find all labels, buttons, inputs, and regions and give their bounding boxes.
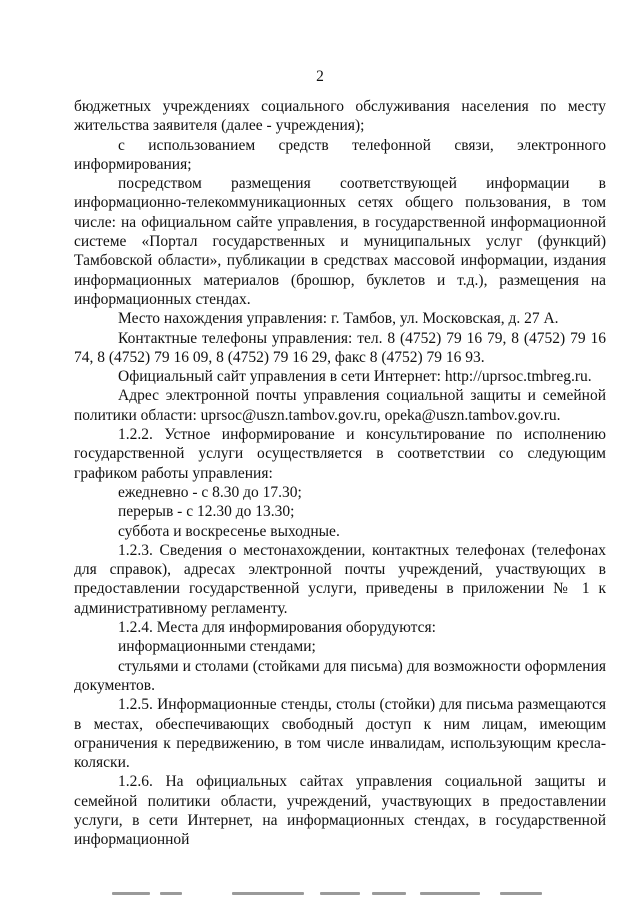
paragraph-3: посредством размещения соответствующей информации в информационно-телекоммуникационных сетях общего пользования, в том числе: на официальном сайте управления, в государственной информационной системе «Портал государственных и муниципальных услуг (функций) Тамбовской области», публикации в средствах массовой информации, издания информационных материалов (брошюр, буклетов и т.д.), размещения на информационных стендах.: [74, 175, 606, 308]
paragraph-12: 1.2.3. Сведения о местонахождении, контактных телефонах (телефонах для справок), адресах электронной почты учреждений, участвующих в предоставлении государственной услуги, приведены в приложении № 1 к административному регламенту.: [74, 541, 606, 617]
paragraph-15: стульями и столами (стойками для письма) для возможности оформления документов.: [74, 657, 606, 694]
paragraph-2: с использованием средств телефонной связи, электронного информирования;: [74, 136, 606, 173]
document-body: [74, 97, 606, 850]
paragraph-5: Контактные телефоны управления: тел. 8 (4752) 79 16 79, 8 (4752) 79 16 74, 8 (4752) 79 16 09, 8 (4752) 79 16 29, факс 8 (4752) 79 16 93.: [74, 329, 606, 366]
paragraph-14: информационными стендами;: [118, 638, 316, 656]
paragraph-6: Официальный сайт управления в сети Интернет: http://uprsoc.tmbreg.ru.: [118, 368, 592, 386]
paragraph-11: суббота и воскресенье выходные.: [118, 522, 340, 540]
cut-off-bottom-line: [0, 888, 640, 905]
paragraph-10: перерыв - с 12.30 до 13.30;: [118, 503, 295, 521]
paragraph-8: 1.2.2. Устное информирование и консультирование по исполнению государственной услуги осуществляется в соответствии со следующим графиком работы управления:: [74, 426, 606, 482]
paragraph-9: ежедневно - с 8.30 до 17.30;: [118, 483, 302, 501]
paragraph-13: 1.2.4. Места для информирования оборудуются:: [118, 619, 436, 637]
paragraph-1: бюджетных учреждениях социального обслуживания населения по месту жительства заявителя (далее - учреждения);: [74, 98, 606, 135]
paragraph-4: Место нахождения управления: г. Тамбов, ул. Московская, д. 27 А.: [118, 310, 559, 328]
paragraph-17: 1.2.6. На официальных сайтах управления социальной защиты и семейной политики области, учреждений, участвующих в предоставлении услуги, в сети Интернет, на информационных стендах, в государственной информационной: [74, 773, 606, 849]
paragraph-16: 1.2.5. Информационные стенды, столы (стойки) для письма размещаются в местах, обеспечивающих свободный доступ к ним лицам, имеющим ограничения к передвижению, в том числе инвалидам, использующим кресла-коляски.: [74, 696, 606, 772]
page-number: 2: [316, 68, 324, 85]
paragraph-7: Адрес электронной почты управления социальной защиты и семейной политики области: uprsoc@uszn.tambov.gov.ru, opeka@uszn.tambov.gov.ru.: [74, 387, 606, 424]
